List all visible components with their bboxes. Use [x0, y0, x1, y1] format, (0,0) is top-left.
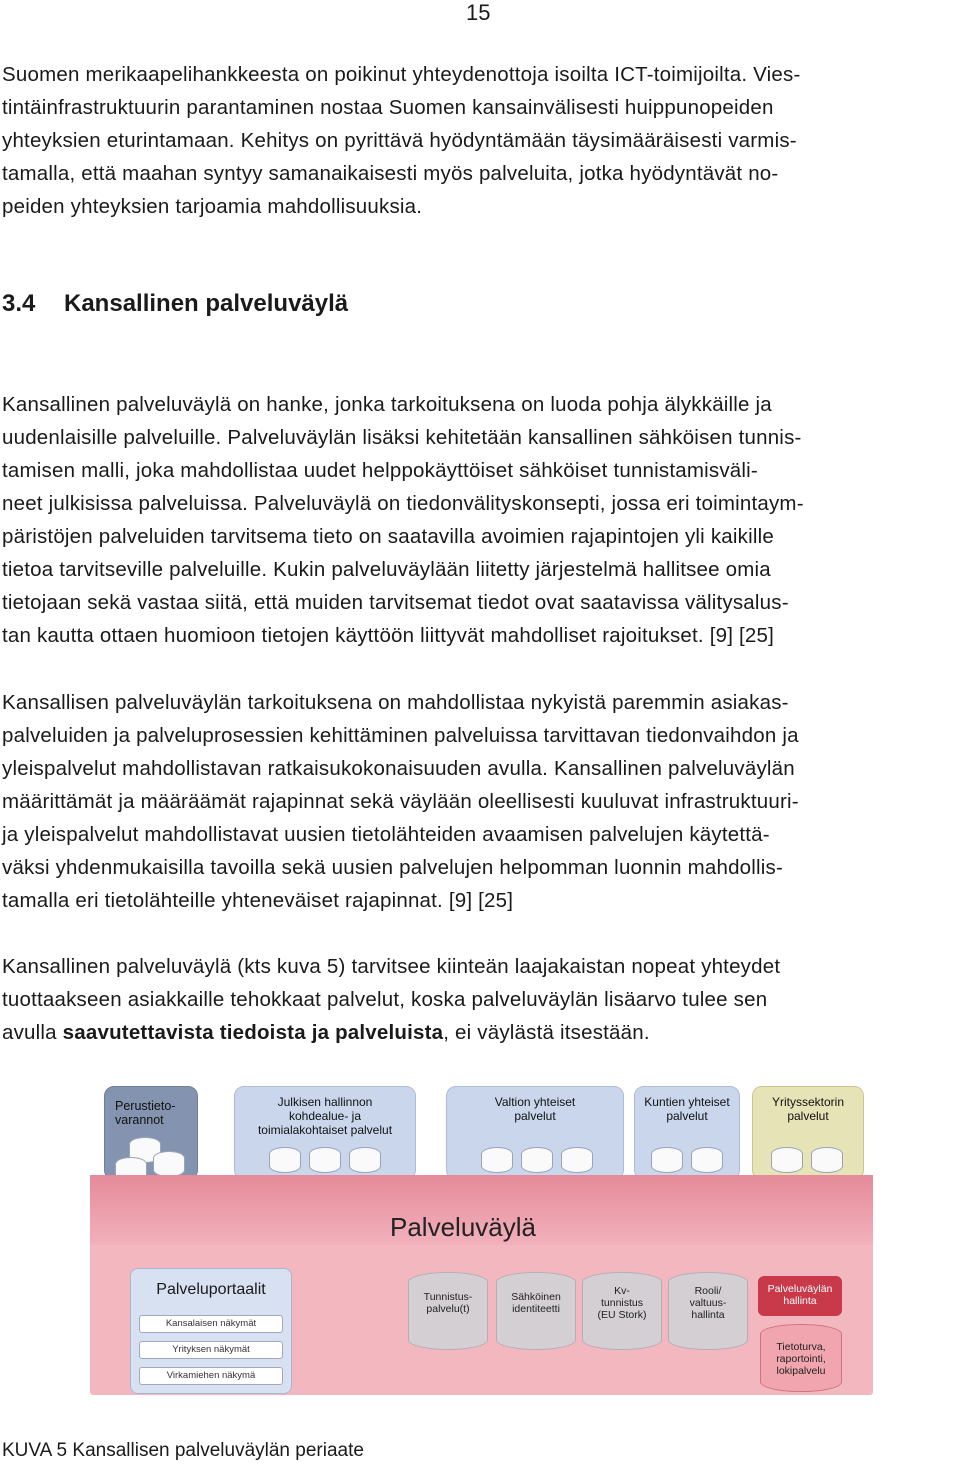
intro-paragraph: [2, 58, 958, 223]
text-line: yhteyksien eturintamaan. Kehitys on pyrittävä hyödyntämään täysimääräisesti varmis-: [2, 129, 797, 152]
text-line: neet julkisissa palveluissa. Palveluväylä on tiedonvälityskonsepti, jossa eri toimintaym-: [2, 492, 804, 515]
management-label: Palveluväylän hallinta: [767, 1283, 833, 1307]
portal-item: Yrityksen näkymät: [139, 1341, 283, 1359]
text-line: [2, 1016, 958, 1049]
text-line: tuottaakseen asiakkaille tehokkaat palvelut, koska palveluväylän lisäarvo tulee sen: [2, 988, 768, 1011]
text-line: ja yleispalvelut mahdollistavat uusien tietolähteiden avaamisen palvelujen käytettä-: [2, 823, 770, 846]
service-cylinder: [668, 1272, 748, 1350]
paragraph-1: [2, 388, 958, 652]
portal-box: [130, 1268, 292, 1394]
text-line: tietoa tarvitseville palveluille. Kukin palveluväylään liitetty järjestelmä hallitsee omia: [2, 558, 771, 581]
text-run: avulla: [2, 1021, 63, 1044]
figure-caption: KUVA 5 Kansallisen palveluväylän periaate: [2, 1440, 364, 1461]
paragraph-2: [2, 686, 958, 917]
text-line: Kansallinen palveluväylä on hanke, jonka tarkoituksena on luoda pohja älykkäille ja: [2, 393, 772, 416]
database-icon: [481, 1147, 513, 1173]
section-heading: [2, 290, 348, 318]
service-cylinder: [408, 1272, 488, 1350]
text-line: tamisen malli, joka mahdollistaa uudet helppokäyttöiset sähköiset tunnistamisväli-: [2, 459, 758, 482]
service-cylinder: [582, 1272, 662, 1350]
bold-text: saavutettavista tiedoista ja palveluista: [62, 1021, 444, 1044]
text-line: Suomen merikaapelihankkeesta on poikinut yhteydenottoja isoilta ICT-toimijoilta. Vies-: [2, 63, 801, 86]
portal-title: Palveluportaalit: [156, 1281, 266, 1298]
text-line: määrittämät ja määräämät rajapinnat sekä väylään oleellisesti kuuluvat infrastruktuuri-: [2, 790, 799, 813]
box-label: Valtion yhteiset palvelut: [494, 1095, 576, 1123]
service-cylinder: [496, 1272, 576, 1350]
database-icon: [561, 1147, 593, 1173]
text-line: yleispalvelut mahdollistavan ratkaisukokonaisuuden avulla. Kansallinen palveluväylän: [2, 757, 795, 780]
database-icon: [269, 1147, 301, 1173]
management-database: [760, 1324, 842, 1392]
top-box-kuntien: [634, 1086, 740, 1180]
box-label: Kuntien yhteiset palvelut: [644, 1095, 730, 1123]
text-line: Kansallinen palveluväylä (kts kuva 5) tarvitsee kiinteän laajakaistan nopeat yhteydet: [2, 955, 781, 978]
text-run: , ei väylästä itsestään.: [443, 1021, 650, 1044]
text-line: tintäinfrastruktuurin parantaminen nostaa Suomen kansainvälisesti huippunopeiden: [2, 96, 774, 119]
text-line: väksi yhdenmukaisilla tavoilla sekä uusien palvelujen helpomman luonnin mahdollis-: [2, 856, 784, 879]
box-label: Yrityssektorin palvelut: [771, 1095, 845, 1123]
top-box-valtion: [446, 1086, 624, 1180]
band-title: Palveluväylä: [390, 1212, 536, 1242]
service-label: Sähköinen identiteetti: [511, 1291, 561, 1315]
portal-item: Virkamiehen näkymä: [139, 1367, 283, 1385]
text-line: tamalla eri tietolähteille yhteneväiset rajapinnat. [9] [25]: [2, 889, 514, 912]
figure-diagram: [90, 1080, 880, 1400]
database-icon: [309, 1147, 341, 1173]
top-box-julkisen-hallinnon: [234, 1086, 416, 1180]
service-label: Rooli/ valtuus- hallinta: [689, 1285, 727, 1321]
top-box-yrityssektori: [752, 1086, 864, 1180]
text-line: Kansallisen palveluväylän tarkoituksena on mahdollistaa nykyistä paremmin asiakas-: [2, 691, 789, 714]
database-icon: [651, 1147, 683, 1173]
database-icon: [811, 1147, 843, 1173]
top-box-perustietovarannot: [104, 1086, 198, 1180]
text-line: uudenlaisille palveluille. Palveluväylän lisäksi kehitetään kansallinen sähköisen tunnis-: [2, 426, 802, 449]
management-box: [758, 1276, 842, 1316]
management-db-label: Tietoturva, raportointi, lokipalvelu: [776, 1341, 826, 1377]
database-icon: [153, 1151, 185, 1177]
text-line: tan kautta ottaen huomioon tietojen käyttöön liittyvät mahdolliset rajoitukset. [9] [25]: [2, 624, 774, 647]
portal-item: Kansalaisen näkymät: [139, 1315, 283, 1333]
database-icon: [349, 1147, 381, 1173]
database-icon: [691, 1147, 723, 1173]
paragraph-3: [2, 950, 958, 1049]
text-line: palveluiden ja palveluprosessien kehittäminen palveluissa tarvittavan tiedonvaihdon ja: [2, 724, 799, 747]
box-label: Perustieto- varannot: [115, 1099, 176, 1127]
text-line: tietojaan sekä vastaa siitä, että muiden tarvitsemat tiedot ovat saatavissa välitysalus-: [2, 591, 789, 614]
page-number: 15: [466, 0, 491, 25]
section-title: Kansallinen palveluväylä: [64, 290, 349, 317]
service-label: Tunnistus- palvelu(t): [423, 1291, 473, 1315]
text-line: peiden yhteyksien tarjoamia mahdollisuuksia.: [2, 195, 423, 218]
text-line: tamalla, että maahan syntyy samanaikaisesti myös palveluita, jotka hyödyntävät no-: [2, 162, 779, 185]
database-icon: [521, 1147, 553, 1173]
text-line: päristöjen palveluiden tarvitsema tieto on saatavilla avoimien rajapintojen yli kaikille: [2, 525, 774, 548]
box-label: Julkisen hallinnon kohdealue- ja toimialakohtaiset palvelut: [257, 1095, 393, 1137]
service-label: Kv- tunnistus (EU Stork): [597, 1285, 647, 1321]
section-number: 3.4: [2, 290, 36, 317]
database-icon: [771, 1147, 803, 1173]
